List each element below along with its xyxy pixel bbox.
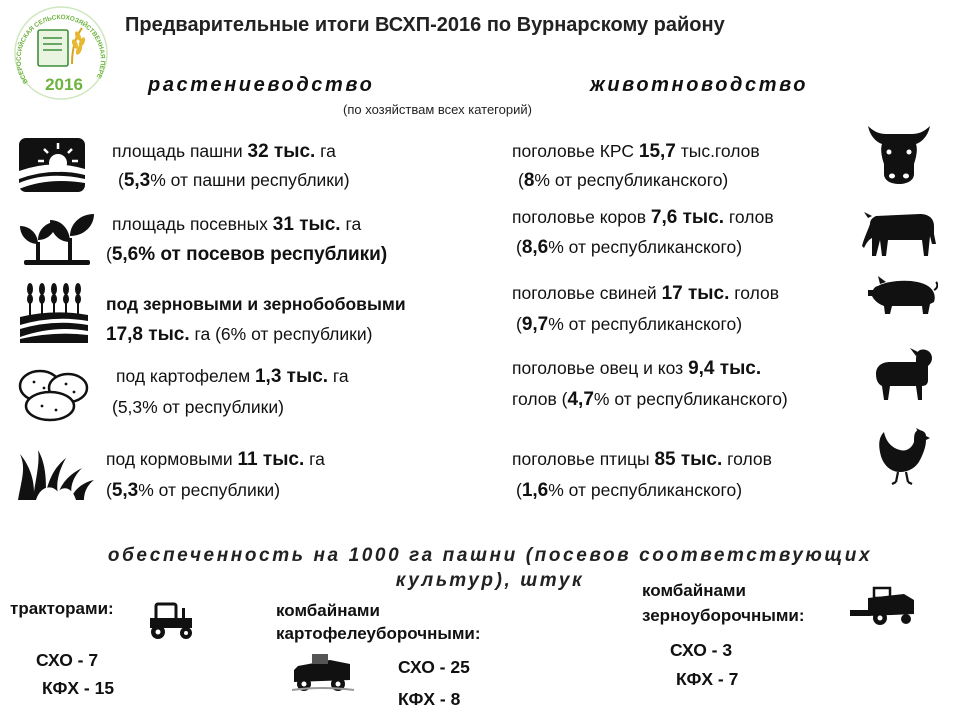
plant-2-line1: площадь посевных 31 тыс. га: [112, 214, 362, 235]
plant-1-line2: (5,3% от пашни республики): [118, 170, 350, 191]
plant-1-line1: площадь пашни 32 тыс. га: [112, 141, 336, 162]
tractors-label: тракторами:: [10, 599, 114, 618]
category-note: (по хозяйствам всех категорий): [343, 102, 532, 117]
potato-combine-label-1: комбайнами: [276, 601, 380, 620]
cow-head-icon: [864, 118, 934, 189]
tractors-kfx: КФХ - 15: [42, 678, 115, 698]
tractors-sxo: СХО - 7: [36, 650, 99, 670]
seedlings-icon: [18, 212, 96, 271]
potato-combine-kfx: КФХ - 8: [398, 689, 461, 709]
animal-5-line2: (1,6% от республиканского): [516, 480, 743, 501]
animal-2-line2: (8,6% от республиканского): [516, 237, 743, 258]
grain-combine-kfx: КФХ - 7: [676, 669, 739, 689]
cow-icon: [862, 210, 938, 265]
plant-3-line1: под зерновыми и зернобобовыми: [106, 294, 406, 314]
animal-1-line2: (8% от республиканского): [518, 170, 729, 191]
plant-5-line2: (5,3% от республики): [106, 480, 281, 501]
animal-5-line1: поголовье птицы 85 тыс. голов: [512, 449, 772, 470]
field-sunrise-icon: [18, 137, 86, 198]
page-title: Предварительные итоги ВСХП-2016 по Вурнарскому району: [125, 14, 725, 36]
animal-1-line1: поголовье КРС 15,7 тыс.голов: [512, 141, 760, 162]
potato-combine-sxo: СХО - 25: [398, 657, 470, 677]
animal-3-line2: (9,7% от республиканского): [516, 314, 743, 335]
plant-5-line1: под кормовыми 11 тыс. га: [106, 449, 325, 470]
animal-4-line1: поголовье овец и коз 9,4 тыс.: [512, 358, 762, 379]
potato-combine-label-2: картофелеуборочными:: [276, 624, 481, 643]
animal-3-line1: поголовье свиней 17 тыс. голов: [512, 283, 780, 304]
grain-combine-label-2: зерноуборочными:: [642, 606, 805, 625]
potato-icon: [14, 366, 92, 427]
grain-combine-icon: [848, 586, 918, 631]
grass-icon: [16, 448, 96, 507]
plant-heading: растениеводство: [148, 74, 375, 96]
sheep-icon: [872, 346, 936, 407]
plant-4-line1: под картофелем 1,3 тыс. га: [116, 366, 349, 387]
animal-4-line2: голов (4,7% от республиканского): [512, 389, 788, 410]
animal-heading: животноводство: [590, 74, 809, 96]
animal-2-line1: поголовье коров 7,6 тыс. голов: [512, 207, 774, 228]
potato-harvester-icon: [290, 652, 356, 699]
provision-heading: обеспеченность на 1000 га пашни (посевов соответствующих культур), штук: [107, 545, 873, 591]
tractor-icon: [146, 602, 196, 645]
plant-3-line2: 17,8 тыс. га (6% от республики): [106, 324, 373, 345]
grain-combine-sxo: СХО - 3: [670, 640, 733, 660]
grain-combine-label-1: комбайнами: [642, 581, 746, 600]
pig-icon: [868, 276, 938, 321]
logo-year: 2016: [45, 75, 83, 94]
chicken-icon: [876, 428, 934, 491]
census-logo: [12, 4, 110, 102]
wheat-field-icon: [18, 281, 90, 348]
svg-text:ВСЕРОССИЙСКАЯ СЕЛЬСКОХОЗЯЙСТВЕ: ВСЕРОССИЙСКАЯ СЕЛЬСКОХОЗЯЙСТВЕННАЯ ПЕРЕ: [15, 13, 106, 85]
plant-4-line2: (5,3% от республики): [112, 397, 284, 417]
plant-2-line2: (5,6% от посевов республики): [106, 244, 388, 265]
